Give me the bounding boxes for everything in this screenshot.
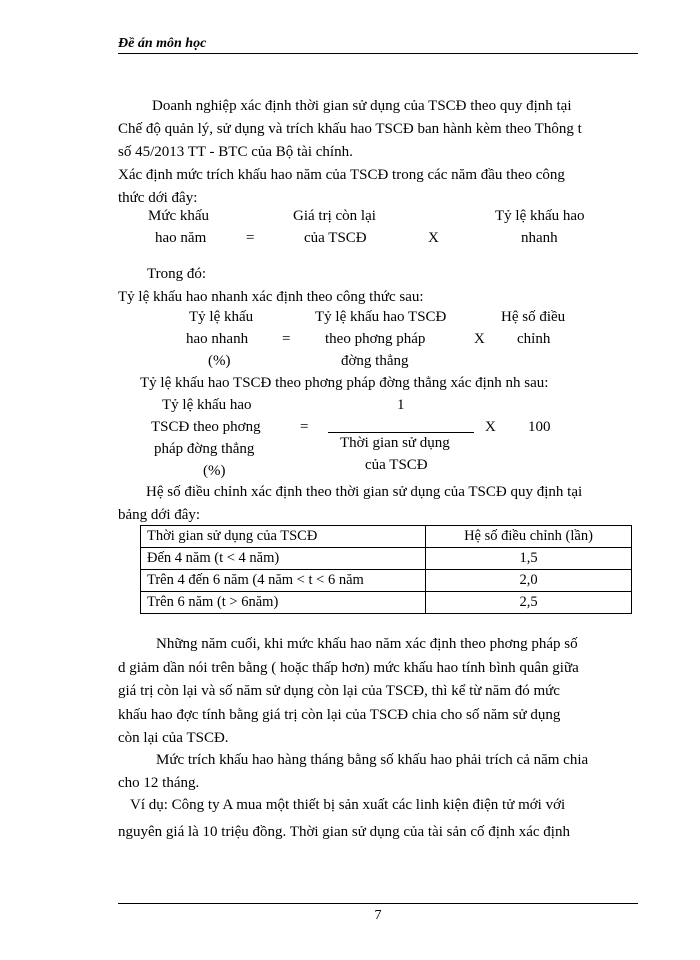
- formula2-lhs-line: hao nhanh: [186, 331, 249, 347]
- formula2-equals: =: [282, 331, 291, 347]
- formula1-lhs-line: Mức khấu: [148, 208, 210, 224]
- rate-intro: Tỷ lệ khấu hao nhanh xác định theo công thức sau:: [118, 289, 424, 305]
- intro-line: số 45/2013 TT - BTC của Bộ tài chính.: [118, 144, 353, 160]
- intro-paragraph: [118, 95, 636, 210]
- formula2-term1-line: đờng thẳng: [341, 353, 409, 369]
- table-row: [141, 548, 632, 570]
- table-row: [141, 592, 632, 614]
- example-line: Ví dụ: Công ty A mua một thiết bị sản xuất các linh kiện điện tử mới với: [130, 797, 566, 813]
- intro-line: Xác định mức trích khấu hao năm của TSCĐ trong các năm đầu theo công: [118, 167, 565, 183]
- table-header-cell: Hệ số điều chỉnh (lần): [426, 526, 632, 548]
- table-intro-line: bảng dới đây:: [118, 507, 201, 523]
- straight-line-intro: Tỷ lệ khấu hao TSCĐ theo phơng pháp đờng thẳng xác định nh sau:: [140, 375, 549, 391]
- formula3-denominator-line: Thời gian sử dụng: [340, 435, 450, 451]
- intro-line: Doanh nghiệp xác định thời gian sử dụng của TSCĐ theo quy định tại: [152, 98, 572, 114]
- table-cell: 2,5: [426, 592, 632, 614]
- final-years-line: giá trị còn lại và số năm sử dụng còn lại của TSCĐ, thì kể từ năm đó mức: [118, 683, 560, 699]
- final-years-line: Những năm cuối, khi mức khấu hao năm xác định theo phơng pháp số: [156, 636, 578, 652]
- footer-rule: [118, 903, 638, 904]
- formula1-equals: =: [246, 230, 255, 246]
- formula3-factor: 100: [528, 419, 551, 435]
- final-years-line: còn lại của TSCĐ.: [118, 730, 229, 746]
- formula2-lhs-line: Tỷ lệ khấu: [189, 309, 254, 325]
- formula3-numerator: 1: [397, 397, 405, 413]
- intro-line: Chế độ quản lý, sử dụng và trích khấu hao TSCĐ ban hành kèm theo Thông t: [118, 121, 582, 137]
- formula2-term2-line: chỉnh: [517, 331, 551, 347]
- formula1-term1-line: Giá trị còn lại: [293, 208, 376, 224]
- formula2-term1-line: theo phơng pháp: [325, 331, 426, 347]
- formula3-equals: =: [300, 419, 309, 435]
- table-intro: [118, 481, 636, 527]
- final-years-line: d giảm dần nói trên bằng ( hoặc thấp hơn) mức khấu hao tính bình quân giữa: [118, 659, 579, 676]
- formula1-term1-line: của TSCĐ: [304, 230, 367, 246]
- intro-line: thức dới đây:: [118, 190, 198, 206]
- header-title: Đề án môn học: [118, 36, 207, 51]
- adjustment-coefficient-table: [140, 525, 632, 614]
- monthly-line: cho 12 tháng.: [118, 775, 200, 791]
- table-row: [141, 570, 632, 592]
- formula1-term2-line: Tỷ lệ khấu hao: [495, 208, 585, 224]
- formula3-multiply: X: [485, 419, 496, 435]
- table-cell: Trên 4 đến 6 năm (4 năm < t < 6 năm: [141, 570, 426, 592]
- formula2-term1-line: Tỷ lệ khấu hao TSCĐ: [315, 309, 447, 325]
- table-cell: 1,5: [426, 548, 632, 570]
- formula2-lhs-line: (%): [208, 353, 231, 369]
- page-number: 7: [374, 908, 382, 923]
- formula3-lhs-line: pháp đờng thẳng: [154, 441, 255, 457]
- table-cell: Đến 4 năm (t < 4 năm): [141, 548, 426, 570]
- header-rule: [118, 53, 638, 54]
- formula3-lhs-line: TSCĐ theo phơng: [151, 419, 261, 435]
- formula1-lhs-line: hao năm: [155, 230, 207, 246]
- formula2-term2-line: Hệ số điều: [501, 309, 566, 325]
- formula1-term2-line: nhanh: [521, 230, 558, 246]
- table-intro-line: Hệ số điều chỉnh xác định theo thời gian sử dụng của TSCĐ quy định tại: [146, 484, 583, 500]
- formula3-lhs-line: Tỷ lệ khấu hao: [162, 397, 252, 413]
- formula2-multiply: X: [474, 331, 485, 347]
- table-cell: 2,0: [426, 570, 632, 592]
- where-label: Trong đó:: [147, 266, 207, 282]
- table-header-cell: Thời gian sử dụng của TSCĐ: [141, 526, 426, 548]
- formula3-denominator-line: của TSCĐ: [365, 457, 428, 473]
- table-header-row: [141, 526, 632, 548]
- table-cell: Trên 6 năm (t > 6năm): [141, 592, 426, 614]
- final-years-line: khấu hao đợc tính bằng giá trị còn lại của TSCĐ chia cho số năm sử dụng: [118, 706, 561, 723]
- example-line: nguyên giá là 10 triệu đồng. Thời gian sử dụng của tài sản cố định xác định: [118, 824, 570, 840]
- monthly-line: Mức trích khấu hao hàng tháng bằng số khấu hao phải trích cả năm chia: [156, 752, 589, 768]
- formula1-multiply: X: [428, 230, 439, 246]
- monthly-paragraph: [118, 749, 636, 795]
- example-paragraph: [118, 792, 636, 846]
- formula3-lhs-line: (%): [203, 463, 226, 479]
- final-years-paragraph: [118, 633, 636, 751]
